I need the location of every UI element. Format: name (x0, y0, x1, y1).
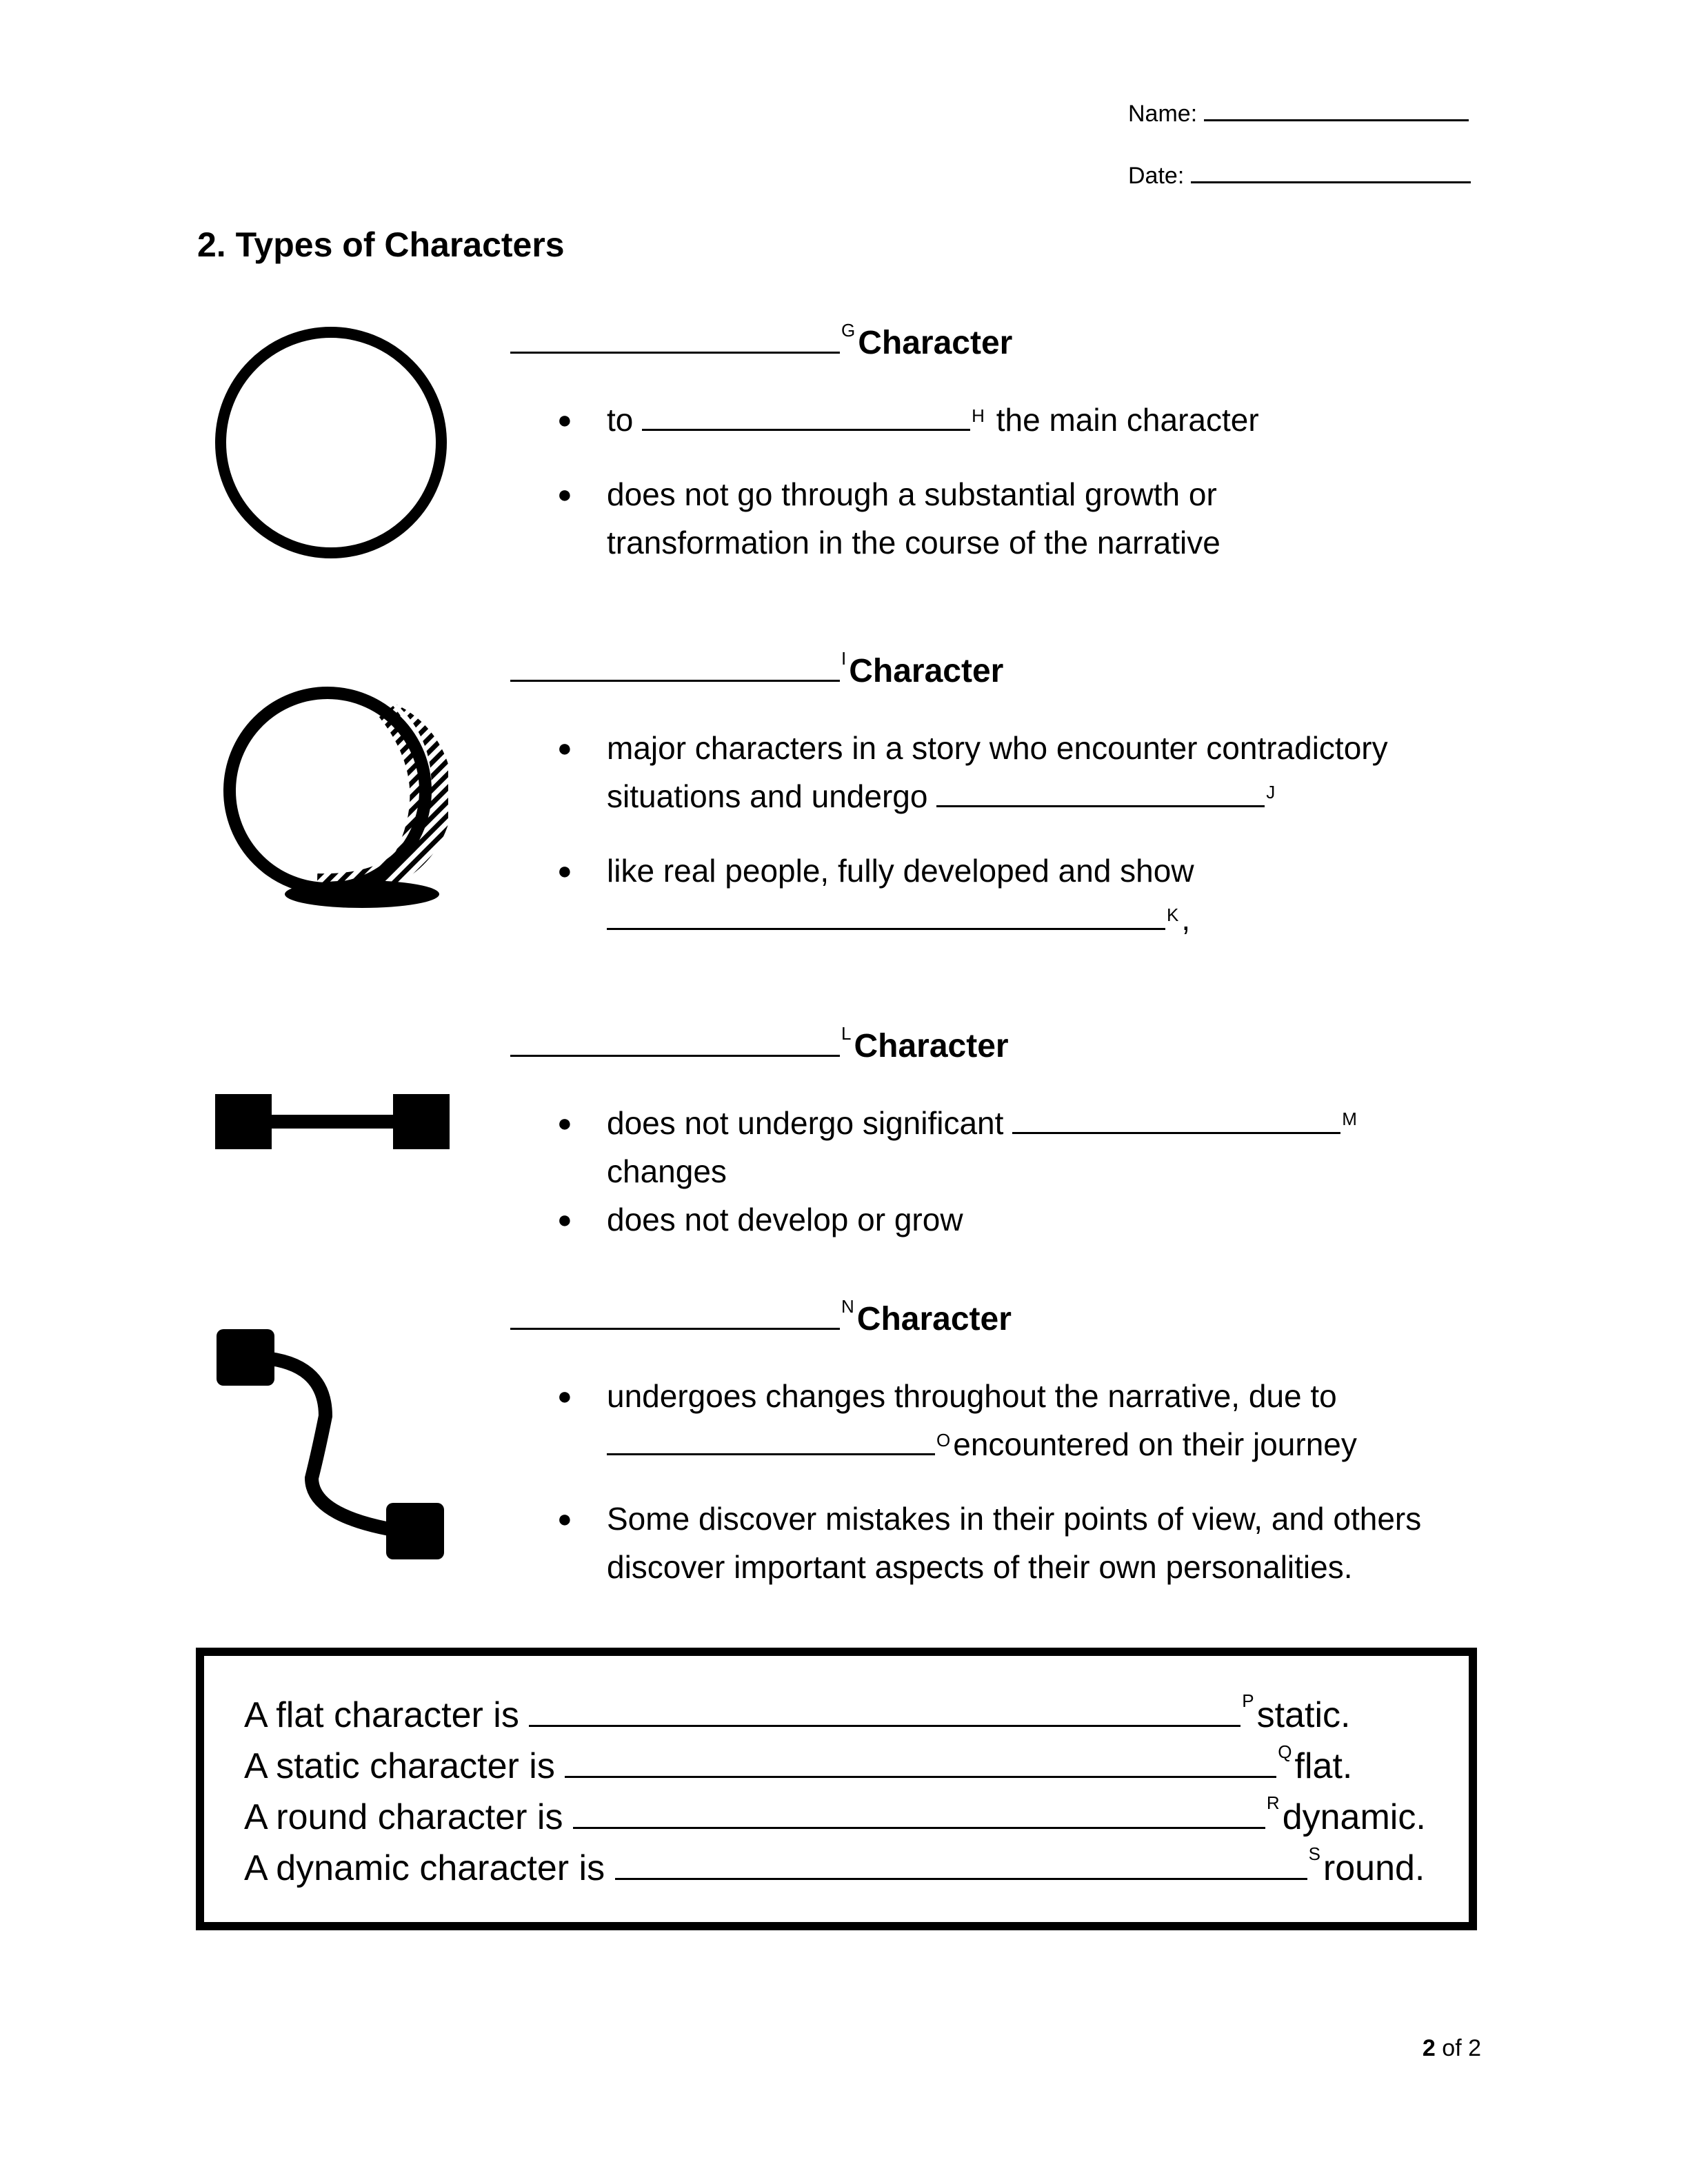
circle-icon (214, 325, 448, 560)
key-n: N (841, 1296, 854, 1317)
date-label: Date: (1128, 163, 1185, 189)
section-4-bullet-1: ● undergoes changes throughout the narrative, due to $^O$encountered on their journey (607, 1372, 1503, 1468)
section-2-bullet-2: ● like real people, fully developed and show $^K$, (607, 847, 1503, 943)
section-3-heading (510, 1023, 1009, 1065)
blank-q[interactable] (565, 1750, 1276, 1778)
summary-line-round: A round character is $^R$dynamic. (244, 1792, 1426, 1837)
page-current: 2 (1422, 2035, 1436, 2061)
name-blank[interactable] (1204, 119, 1469, 121)
key-i: I (841, 648, 847, 669)
summary-line-static: A static character is $^Q$flat. (244, 1741, 1353, 1786)
bullet-icon: ● (557, 1109, 572, 1137)
section-1-bullet-2: ● does not go through a substantial growth or transformation in the course of the narrative (607, 470, 1503, 567)
summary-line-flat: A flat character is $^P$static. (244, 1690, 1351, 1735)
section-2-heading (510, 648, 1004, 690)
blank-i[interactable] (510, 654, 840, 682)
bullet-icon: ● (557, 1205, 572, 1233)
bullet-icon: ● (557, 734, 572, 762)
name-field (1128, 101, 1469, 128)
blank-s[interactable] (615, 1852, 1307, 1880)
section-1-heading-text: Character (858, 325, 1013, 361)
name-label: Name: (1128, 101, 1198, 127)
key-l: L (841, 1023, 852, 1044)
section-1-heading (510, 320, 1013, 362)
blank-m[interactable] (1012, 1107, 1340, 1134)
page-title: 2. Types of Characters (197, 225, 565, 264)
key-g: G (841, 320, 856, 341)
sphere-icon (221, 684, 448, 911)
blank-p[interactable] (529, 1699, 1240, 1727)
blank-l[interactable] (510, 1029, 840, 1057)
section-3-bullet-2: ● does not develop or grow (607, 1195, 1503, 1244)
bullet-icon: ● (557, 1504, 572, 1533)
bullet-icon: ● (557, 856, 572, 884)
section-4-bullet-2: ● Some discover mistakes in their points of view, and others discover important aspects of their own personalities. (607, 1495, 1503, 1591)
section-2-bullet-1: ● major characters in a story who encounter contradictory situations and undergo $^J$ (607, 724, 1503, 820)
blank-j[interactable] (936, 780, 1265, 807)
blank-n[interactable] (510, 1302, 840, 1330)
section-3-heading-text: Character (854, 1028, 1009, 1064)
bullet-icon: ● (557, 1382, 572, 1410)
date-field (1128, 163, 1471, 190)
page-number (1423, 2035, 1481, 2062)
page-total: of 2 (1442, 2035, 1481, 2061)
blank-r[interactable] (573, 1801, 1265, 1829)
curved-path-icon (215, 1326, 456, 1568)
blank-h[interactable] (642, 404, 970, 431)
section-4-heading-text: Character (856, 1301, 1012, 1337)
section-4-heading (510, 1296, 1012, 1338)
date-blank[interactable] (1191, 181, 1471, 183)
blank-g[interactable] (510, 325, 840, 354)
section-1-bullet-1: ● to $^H$ the main character (607, 396, 1503, 444)
section-3-bullet-1: ● does not undergo significant $^M$ changes (607, 1099, 1503, 1195)
summary-line-dynamic: A dynamic character is $^S$round. (244, 1843, 1425, 1888)
blank-k[interactable] (607, 903, 1165, 930)
flat-bar-icon (215, 1091, 450, 1153)
section-2-heading-text: Character (849, 653, 1004, 689)
bullet-icon: ● (557, 405, 572, 434)
blank-o[interactable] (607, 1428, 935, 1455)
summary-box (196, 1648, 1477, 1930)
bullet-icon: ● (557, 480, 572, 508)
